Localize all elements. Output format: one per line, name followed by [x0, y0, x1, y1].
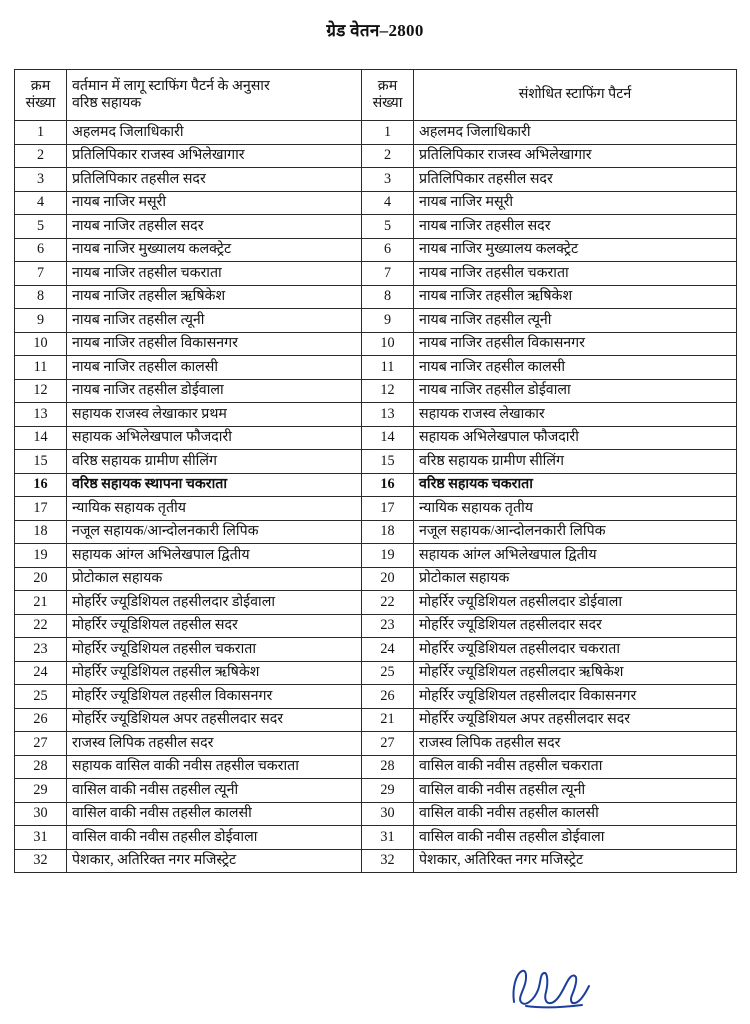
- row-revised-designation: अहलमद जिलाधिकारी: [414, 121, 737, 145]
- row-revised-designation: वरिष्ठ सहायक चकराता: [414, 473, 737, 497]
- column-header-serial-right-line2: संख्या: [372, 95, 403, 111]
- column-header-serial-left: [15, 70, 67, 121]
- table-row: [15, 309, 737, 333]
- column-header-serial-left-line2: संख्या: [25, 95, 56, 111]
- row-revised-designation: वासिल वाकी नवीस तहसील चकराता: [414, 755, 737, 779]
- row-serial-left: 8: [15, 285, 67, 309]
- row-revised-designation: नायब नाजिर तहसील सदर: [414, 215, 737, 239]
- row-revised-designation: नायब नाजिर तहसील डोईवाला: [414, 379, 737, 403]
- row-current-designation: नायब नाजिर तहसील त्यूनी: [67, 309, 362, 333]
- row-serial-right: 8: [362, 285, 414, 309]
- table-row: [15, 426, 737, 450]
- row-serial-left: 21: [15, 591, 67, 615]
- row-current-designation: सहायक अभिलेखपाल फौजदारी: [67, 426, 362, 450]
- table-row: [15, 661, 737, 685]
- row-revised-designation: नजूल सहायक/आन्दोलनकारी लिपिक: [414, 520, 737, 544]
- row-revised-designation: प्रोटोकाल सहायक: [414, 567, 737, 591]
- row-serial-left: 7: [15, 262, 67, 286]
- table-row: [15, 332, 737, 356]
- row-current-designation: मोहर्रिर ज्यूडिशियल तहसील ऋषिकेश: [67, 661, 362, 685]
- column-header-serial-left-line1: क्रम: [30, 77, 51, 94]
- staffing-pattern-table-wrapper: [14, 69, 736, 873]
- row-serial-left: 31: [15, 826, 67, 850]
- column-header-revised-pattern-label: संशोधित स्टाफिंग पैटर्न: [518, 86, 632, 103]
- row-revised-designation: प्रतिलिपिकार तहसील सदर: [414, 168, 737, 192]
- table-row: [15, 285, 737, 309]
- row-current-designation: नायब नाजिर तहसील डोईवाला: [67, 379, 362, 403]
- row-current-designation: प्रतिलिपिकार तहसील सदर: [67, 168, 362, 192]
- table-row: [15, 708, 737, 732]
- row-serial-left: 11: [15, 356, 67, 380]
- row-current-designation: मोहर्रिर ज्यूडिशियल तहसील चकराता: [67, 638, 362, 662]
- table-row: [15, 544, 737, 568]
- row-revised-designation: न्यायिक सहायक तृतीय: [414, 497, 737, 521]
- page-title: ग्रेड वेतन–2800: [326, 21, 424, 40]
- row-current-designation: वरिष्ठ सहायक स्थापना चकराता: [67, 473, 362, 497]
- row-revised-designation: वासिल वाकी नवीस तहसील त्यूनी: [414, 779, 737, 803]
- row-serial-left: 19: [15, 544, 67, 568]
- row-revised-designation: नायब नाजिर तहसील चकराता: [414, 262, 737, 286]
- table-row: [15, 403, 737, 427]
- row-revised-designation: प्रतिलिपिकार राजस्व अभिलेखागार: [414, 144, 737, 168]
- row-current-designation: नायब नाजिर मसूरी: [67, 191, 362, 215]
- row-revised-designation: नायब नाजिर तहसील त्यूनी: [414, 309, 737, 333]
- row-serial-left: 30: [15, 802, 67, 826]
- table-row: [15, 685, 737, 709]
- table-body: [15, 121, 737, 873]
- table-row: [15, 262, 737, 286]
- signature-mark: [496, 962, 616, 1012]
- row-serial-right: 22: [362, 591, 414, 615]
- row-current-designation: राजस्व लिपिक तहसील सदर: [67, 732, 362, 756]
- row-serial-right: 4: [362, 191, 414, 215]
- table-row: [15, 191, 737, 215]
- row-serial-left: 12: [15, 379, 67, 403]
- table-row: [15, 567, 737, 591]
- row-current-designation: नायब नाजिर मुख्यालय कलक्ट्रेट: [67, 238, 362, 262]
- table-row: [15, 614, 737, 638]
- row-serial-right: 12: [362, 379, 414, 403]
- row-serial-left: 26: [15, 708, 67, 732]
- row-serial-left: 2: [15, 144, 67, 168]
- row-serial-left: 22: [15, 614, 67, 638]
- row-revised-designation: मोहर्रिर ज्यूडिशियल अपर तहसीलदार सदर: [414, 708, 737, 732]
- row-serial-left: 32: [15, 849, 67, 873]
- row-serial-right: 9: [362, 309, 414, 333]
- row-serial-left: 17: [15, 497, 67, 521]
- row-serial-left: 29: [15, 779, 67, 803]
- row-serial-right: 25: [362, 661, 414, 685]
- row-revised-designation: सहायक अभिलेखपाल फौजदारी: [414, 426, 737, 450]
- table-row: [15, 121, 737, 145]
- row-revised-designation: मोहर्रिर ज्यूडिशियल तहसीलदार ऋषिकेश: [414, 661, 737, 685]
- row-current-designation: सहायक आंग्ल अभिलेखपाल द्वितीय: [67, 544, 362, 568]
- row-current-designation: सहायक वासिल वाकी नवीस तहसील चकराता: [67, 755, 362, 779]
- table-header-row: [15, 70, 737, 121]
- row-current-designation: मोहर्रिर ज्यूडिशियल अपर तहसीलदार सदर: [67, 708, 362, 732]
- row-serial-right: 23: [362, 614, 414, 638]
- table-row: [15, 849, 737, 873]
- table-row: [15, 802, 737, 826]
- column-header-revised-pattern: [414, 70, 737, 121]
- table-row: [15, 473, 737, 497]
- row-revised-designation: वासिल वाकी नवीस तहसील डोईवाला: [414, 826, 737, 850]
- column-header-current-pattern-line2: वरिष्ठ सहायक: [72, 95, 142, 111]
- row-current-designation: प्रतिलिपिकार राजस्व अभिलेखागार: [67, 144, 362, 168]
- row-serial-left: 10: [15, 332, 67, 356]
- row-serial-right: 24: [362, 638, 414, 662]
- row-revised-designation: मोहर्रिर ज्यूडिशियल तहसीलदार सदर: [414, 614, 737, 638]
- row-serial-right: 13: [362, 403, 414, 427]
- table-row: [15, 379, 737, 403]
- row-serial-right: 27: [362, 732, 414, 756]
- column-header-serial-right-line1: क्रम: [377, 77, 398, 94]
- row-serial-right: 31: [362, 826, 414, 850]
- row-serial-left: 24: [15, 661, 67, 685]
- table-row: [15, 520, 737, 544]
- table-row: [15, 144, 737, 168]
- staffing-pattern-table: [14, 69, 737, 873]
- table-header: [15, 70, 737, 121]
- row-serial-left: 5: [15, 215, 67, 239]
- row-serial-left: 14: [15, 426, 67, 450]
- row-serial-right: 14: [362, 426, 414, 450]
- row-revised-designation: वरिष्ठ सहायक ग्रामीण सीलिंग: [414, 450, 737, 474]
- table-row: [15, 826, 737, 850]
- row-serial-right: 1: [362, 121, 414, 145]
- row-current-designation: सहायक राजस्व लेखाकार प्रथम: [67, 403, 362, 427]
- row-serial-right: 10: [362, 332, 414, 356]
- row-revised-designation: सहायक आंग्ल अभिलेखपाल द्वितीय: [414, 544, 737, 568]
- row-serial-right: 21: [362, 708, 414, 732]
- row-serial-right: 19: [362, 544, 414, 568]
- table-row: [15, 638, 737, 662]
- table-row: [15, 356, 737, 380]
- row-serial-left: 25: [15, 685, 67, 709]
- row-current-designation: वासिल वाकी नवीस तहसील डोईवाला: [67, 826, 362, 850]
- row-serial-right: 17: [362, 497, 414, 521]
- row-revised-designation: वासिल वाकी नवीस तहसील कालसी: [414, 802, 737, 826]
- row-current-designation: प्रोटोकाल सहायक: [67, 567, 362, 591]
- row-serial-right: 28: [362, 755, 414, 779]
- row-serial-left: 18: [15, 520, 67, 544]
- row-serial-left: 3: [15, 168, 67, 192]
- table-row: [15, 168, 737, 192]
- row-current-designation: नायब नाजिर तहसील ऋषिकेश: [67, 285, 362, 309]
- row-serial-left: 6: [15, 238, 67, 262]
- row-current-designation: वरिष्ठ सहायक ग्रामीण सीलिंग: [67, 450, 362, 474]
- row-serial-right: 6: [362, 238, 414, 262]
- row-current-designation: नजूल सहायक/आन्दोलनकारी लिपिक: [67, 520, 362, 544]
- row-current-designation: अहलमद जिलाधिकारी: [67, 121, 362, 145]
- row-serial-right: 3: [362, 168, 414, 192]
- row-serial-right: 2: [362, 144, 414, 168]
- row-serial-left: 27: [15, 732, 67, 756]
- row-serial-left: 15: [15, 450, 67, 474]
- row-serial-right: 30: [362, 802, 414, 826]
- row-revised-designation: नायब नाजिर तहसील विकासनगर: [414, 332, 737, 356]
- row-revised-designation: नायब नाजिर मुख्यालय कलक्ट्रेट: [414, 238, 737, 262]
- row-current-designation: नायब नाजिर तहसील विकासनगर: [67, 332, 362, 356]
- table-row: [15, 238, 737, 262]
- row-current-designation: नायब नाजिर तहसील चकराता: [67, 262, 362, 286]
- row-serial-left: 1: [15, 121, 67, 145]
- row-current-designation: वासिल वाकी नवीस तहसील कालसी: [67, 802, 362, 826]
- table-row: [15, 779, 737, 803]
- table-row: [15, 497, 737, 521]
- row-serial-right: 20: [362, 567, 414, 591]
- row-revised-designation: पेशकार, अतिरिक्त नगर मजिस्ट्रेट: [414, 849, 737, 873]
- row-revised-designation: नायब नाजिर तहसील कालसी: [414, 356, 737, 380]
- row-serial-right: 32: [362, 849, 414, 873]
- table-row: [15, 755, 737, 779]
- row-serial-right: 16: [362, 473, 414, 497]
- row-serial-right: 7: [362, 262, 414, 286]
- row-current-designation: नायब नाजिर तहसील सदर: [67, 215, 362, 239]
- row-serial-right: 29: [362, 779, 414, 803]
- table-row: [15, 591, 737, 615]
- row-revised-designation: मोहर्रिर ज्यूडिशियल तहसीलदार चकराता: [414, 638, 737, 662]
- row-serial-left: 4: [15, 191, 67, 215]
- row-serial-right: 18: [362, 520, 414, 544]
- row-serial-right: 5: [362, 215, 414, 239]
- row-serial-left: 16: [15, 473, 67, 497]
- row-current-designation: मोहर्रिर ज्यूडिशियल तहसील विकासनगर: [67, 685, 362, 709]
- column-header-current-pattern-line1: वर्तमान में लागू स्टाफिंग पैटर्न के अनुसार: [72, 77, 270, 94]
- row-serial-right: 15: [362, 450, 414, 474]
- row-serial-right: 26: [362, 685, 414, 709]
- column-header-current-pattern: [67, 70, 362, 121]
- table-row: [15, 450, 737, 474]
- row-serial-left: 28: [15, 755, 67, 779]
- column-header-serial-right: [362, 70, 414, 121]
- row-current-designation: मोहर्रिर ज्यूडिशियल तहसील सदर: [67, 614, 362, 638]
- row-revised-designation: राजस्व लिपिक तहसील सदर: [414, 732, 737, 756]
- row-revised-designation: सहायक राजस्व लेखाकार: [414, 403, 737, 427]
- row-revised-designation: मोहर्रिर ज्यूडिशियल तहसीलदार विकासनगर: [414, 685, 737, 709]
- table-row: [15, 215, 737, 239]
- row-serial-left: 20: [15, 567, 67, 591]
- row-current-designation: नायब नाजिर तहसील कालसी: [67, 356, 362, 380]
- row-revised-designation: मोहर्रिर ज्यूडिशियल तहसीलदार डोईवाला: [414, 591, 737, 615]
- row-current-designation: वासिल वाकी नवीस तहसील त्यूनी: [67, 779, 362, 803]
- row-revised-designation: नायब नाजिर मसूरी: [414, 191, 737, 215]
- row-serial-left: 23: [15, 638, 67, 662]
- row-current-designation: न्यायिक सहायक तृतीय: [67, 497, 362, 521]
- table-row: [15, 732, 737, 756]
- row-serial-left: 13: [15, 403, 67, 427]
- row-revised-designation: नायब नाजिर तहसील ऋषिकेश: [414, 285, 737, 309]
- row-current-designation: मोहर्रिर ज्यूडिशियल तहसीलदार डोईवाला: [67, 591, 362, 615]
- row-serial-left: 9: [15, 309, 67, 333]
- row-current-designation: पेशकार, अतिरिक्त नगर मजिस्ट्रेट: [67, 849, 362, 873]
- row-serial-right: 11: [362, 356, 414, 380]
